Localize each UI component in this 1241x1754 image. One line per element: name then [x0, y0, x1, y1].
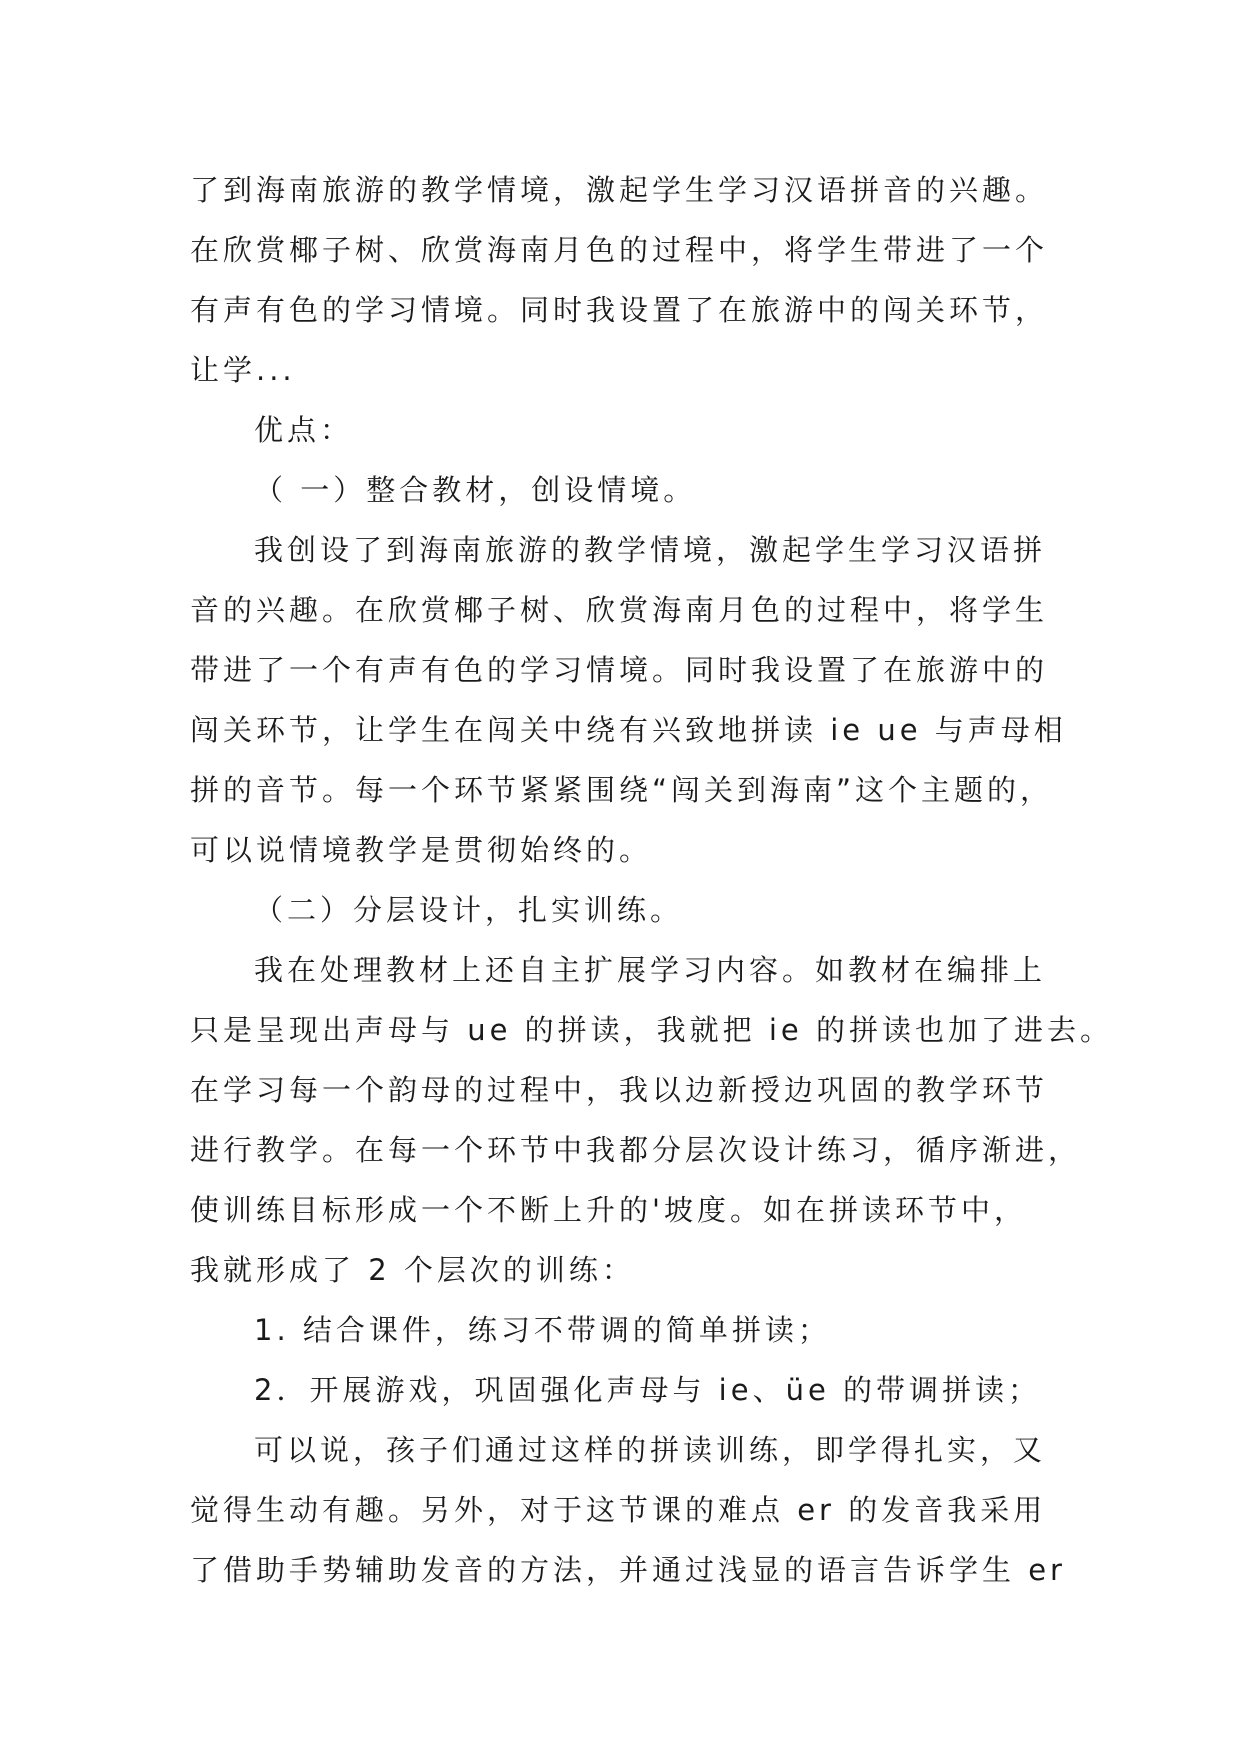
section-label: 优点：	[254, 413, 354, 447]
text-line: 在欣赏椰子树、欣赏海南月色的过程中，将学生带进了一个	[190, 233, 1049, 267]
text-line: 觉得生动有趣。另外，对于这节课的难点 er 的发音我采用	[190, 1493, 1047, 1527]
text-line: 有声有色的学习情境。同时我设置了在旅游中的闯关环节，	[190, 293, 1049, 327]
list-item: 1. 结合课件，练习不带调的简单拼读；	[254, 1313, 831, 1347]
section-heading: （二）分层设计，扎实训练。	[254, 893, 684, 927]
text-line: 闯关环节，让学生在闯关中绕有兴致地拼读 ie ue 与声母相	[190, 713, 1067, 747]
text-line: 使训练目标形成一个不断上升的'坡度。如在拼读环节中，	[190, 1193, 1027, 1227]
text-line: 拼的音节。每一个环节紧紧围绕“闯关到海南”这个主题的，	[190, 773, 1054, 807]
text-line: 在学习每一个韵母的过程中，我以边新授边巩固的教学环节	[190, 1073, 1049, 1107]
list-item: 2．开展游戏，巩固强化声母与 ie、üe 的带调拼读；	[254, 1373, 1042, 1407]
text-line: 我创设了到海南旅游的教学情境，激起学生学习汉语拼	[254, 533, 1047, 567]
text-line: 了到海南旅游的教学情境，激起学生学习汉语拼音的兴趣。	[190, 173, 1049, 207]
text-line: 了借助手势辅助发音的方法，并通过浅显的语言告诉学生 er	[190, 1553, 1066, 1587]
section-heading: （ 一）整合教材，创设情境。	[254, 473, 697, 507]
document-body	[190, 160, 1113, 1600]
text-line: 带进了一个有声有色的学习情境。同时我设置了在旅游中的	[190, 653, 1049, 687]
text-line: 让学...	[190, 353, 296, 387]
text-line: 可以说情境教学是贯彻始终的。	[190, 833, 653, 867]
text-line: 只是呈现出声母与 ue 的拼读，我就把 ie 的拼读也加了进去。	[190, 1013, 1113, 1047]
text-line: 我就形成了 2 个层次的训练：	[190, 1253, 635, 1287]
text-line: 音的兴趣。在欣赏椰子树、欣赏海南月色的过程中，将学生	[190, 593, 1049, 627]
text-line: 进行教学。在每一个环节中我都分层次设计练习，循序渐进，	[190, 1133, 1082, 1167]
text-line: 可以说，孩子们通过这样的拼读训练，即学得扎实，又	[254, 1433, 1047, 1467]
text-line: 我在处理教材上还自主扩展学习内容。如教材在编排上	[254, 953, 1047, 987]
